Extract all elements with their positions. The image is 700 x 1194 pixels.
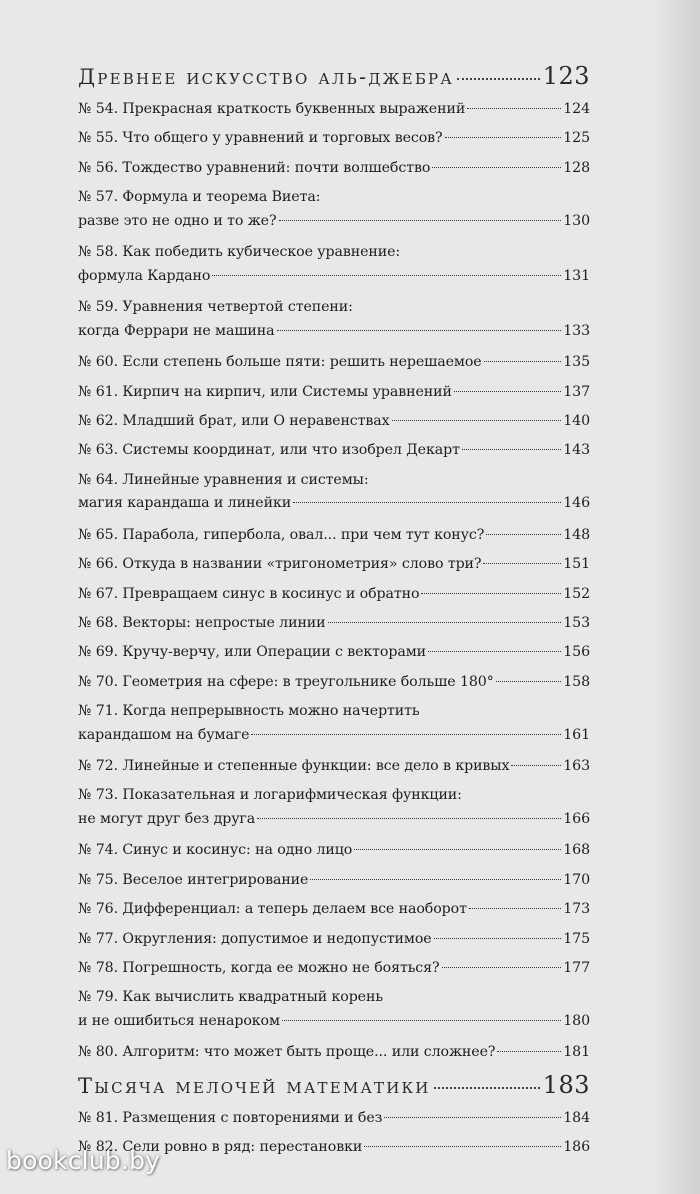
entry-title: № 82. Сели ровно в ряд: перестановки (78, 1139, 363, 1156)
entry-page-number: 156 (563, 644, 590, 661)
entry-page-number: 153 (563, 614, 590, 631)
dot-leader (457, 78, 540, 80)
entry-page-number: 186 (563, 1139, 590, 1156)
toc-entry (78, 583, 590, 612)
dot-leader (354, 849, 561, 850)
entry-page-number: 184 (563, 1109, 590, 1126)
toc-entry (78, 986, 590, 1041)
entry-title: когда Феррари не машина (78, 322, 275, 339)
dot-leader (434, 1087, 540, 1089)
toc-entry (78, 351, 590, 380)
toc-entry (78, 241, 590, 296)
dot-leader (496, 681, 562, 682)
entry-title: № 70. Геометрия на сфере: в треугольнике больше 180° (78, 673, 494, 690)
dot-leader (328, 622, 562, 623)
entry-title-line: № 73. Показательная и логарифмическая функции: (78, 787, 462, 804)
toc-entry (78, 296, 590, 351)
entry-page-number: 173 (563, 901, 590, 918)
watermark: bookclub.by (6, 1146, 161, 1175)
section-title: Тысяча мелочей математики (78, 1073, 431, 1098)
dot-leader (384, 1117, 561, 1118)
toc-entry (78, 1041, 590, 1070)
dot-leader (293, 502, 561, 503)
entry-title: № 76. Дифференциал: а теперь делаем все наоборот (78, 901, 467, 918)
toc-entry (78, 186, 590, 241)
toc-entry (78, 612, 590, 641)
dot-leader (483, 563, 561, 564)
entry-title: № 62. Младший брат, или О неравенствах (78, 412, 390, 429)
entry-page-number: 133 (563, 322, 590, 339)
dot-leader (212, 275, 561, 276)
dot-leader (469, 908, 561, 909)
toc-entry (78, 641, 590, 670)
entry-page-number: 161 (563, 726, 590, 743)
toc-entry (78, 671, 590, 700)
entry-page-number: 137 (563, 383, 590, 400)
toc-entry (78, 381, 590, 410)
entry-page-number: 131 (563, 267, 590, 284)
toc-entry (78, 98, 590, 127)
dot-leader (282, 1020, 561, 1021)
entry-page-number: 177 (563, 960, 590, 977)
section-heading (78, 1071, 590, 1107)
dot-leader (421, 593, 561, 594)
toc-entry (78, 410, 590, 439)
dot-leader (279, 220, 562, 221)
entry-page-number: 151 (563, 556, 590, 573)
dot-leader (467, 108, 561, 109)
entry-title: № 65. Парабола, гипербола, овал... при чем тут конус? (78, 526, 485, 543)
entry-page-number: 148 (563, 526, 590, 543)
toc-entry (78, 755, 590, 784)
entry-title: № 69. Кручу-верчу, или Операции с векторами (78, 644, 426, 661)
entry-page-number: 143 (563, 442, 590, 459)
toc-entry (78, 839, 590, 868)
entry-page-number: 166 (563, 811, 590, 828)
entry-page-number: 180 (563, 1013, 590, 1030)
entry-page-number: 125 (563, 130, 590, 147)
entry-title-line: № 58. Как победить кубическое уравнение: (78, 244, 401, 261)
entry-page-number: 175 (563, 930, 590, 947)
dot-leader (257, 818, 561, 819)
dot-leader (310, 879, 561, 880)
dot-leader (497, 1051, 561, 1052)
entry-page-number: 135 (563, 354, 590, 371)
entry-title: формула Кардано (78, 267, 211, 284)
dot-leader (277, 330, 562, 331)
section-heading (78, 62, 590, 98)
entry-title: и не ошибиться ненароком (78, 1013, 280, 1030)
dot-leader (484, 361, 562, 362)
dot-leader (392, 420, 562, 421)
section-title: Древнее искусство аль-джебра (78, 65, 454, 89)
dot-leader (251, 734, 561, 735)
dot-leader (445, 137, 562, 138)
entry-page-number: 170 (563, 871, 590, 888)
entry-page-number: 128 (563, 159, 590, 176)
entry-title: № 66. Откуда в названии «тригонометрия» слово три? (78, 556, 482, 573)
entry-title: не могут друг без друга (78, 811, 256, 828)
entry-title: разве это не одно и то же? (78, 212, 277, 229)
entry-page-number: 130 (563, 212, 590, 229)
dot-leader (434, 938, 562, 939)
entry-page-number: 158 (563, 673, 590, 690)
toc-entry (78, 553, 590, 582)
entry-title-line: № 57. Формула и теорема Виета: (78, 189, 321, 206)
entry-title: № 78. Погрешность, когда ее можно не бояться? (78, 960, 440, 977)
entry-title: карандашом на бумаге (78, 726, 250, 743)
entry-title: № 67. Превращаем синус в косинус и обратно (78, 585, 420, 602)
entry-title-line: № 79. Как вычислить квадратный корень (78, 989, 383, 1006)
entry-title: магия карандаша и линейки (78, 495, 292, 512)
toc-entry (78, 700, 590, 755)
toc-entry (78, 957, 590, 986)
dot-leader (364, 1146, 561, 1147)
entry-page-number: 163 (563, 758, 590, 775)
dot-leader (511, 765, 561, 766)
entry-title: № 81. Размещения с повторениями и без (78, 1109, 383, 1126)
entry-title: № 68. Векторы: непростые линии (78, 614, 326, 631)
entry-title: № 54. Прекрасная краткость буквенных выражений (78, 101, 466, 117)
dot-leader (454, 391, 561, 392)
toc-entry (78, 524, 590, 553)
dot-leader (442, 967, 562, 968)
entry-title: № 61. Кирпич на кирпич, или Системы уравнений (78, 383, 452, 400)
entry-title: № 56. Тождество уравнений: почти волшебство (78, 159, 431, 176)
entry-page-number: 168 (563, 842, 590, 859)
toc-entry (78, 439, 590, 468)
entry-title: № 63. Системы координат, или что изобрел Декарт (78, 442, 460, 459)
table-of-contents (78, 62, 590, 1166)
entry-title-line: № 59. Уравнения четвертой степени: (78, 299, 353, 316)
entry-title: № 72. Линейные и степенные функции: все дело в кривых (78, 758, 510, 775)
entry-title: № 60. Если степень больше пяти: решить нерешаемое (78, 354, 482, 371)
dot-leader (428, 651, 561, 652)
toc-entry (78, 127, 590, 156)
toc-entry (78, 869, 590, 898)
section-page-number: 123 (542, 62, 590, 90)
toc-entry (78, 784, 590, 839)
toc-entry (78, 928, 590, 957)
entry-title: № 75. Веселое интегрирование (78, 871, 309, 888)
entry-page-number: 152 (563, 585, 590, 602)
entry-page-number: 181 (563, 1044, 590, 1061)
section-page-number: 183 (542, 1070, 590, 1099)
entry-title-line: № 71. Когда непрерывность можно начертить (78, 703, 420, 720)
entry-page-number: 140 (563, 412, 590, 429)
toc-entry (78, 157, 590, 186)
entry-title: № 80. Алгоритм: что может быть проще... или сложнее? (78, 1044, 496, 1061)
entry-title: № 55. Что общего у уравнений и торговых весов? (78, 130, 443, 147)
entry-title-line: № 64. Линейные уравнения и системы: (78, 471, 369, 488)
toc-entry (78, 1107, 590, 1136)
toc-entry (78, 469, 590, 524)
toc-entry (78, 898, 590, 927)
entry-title: № 77. Округления: допустимое и недопустимое (78, 930, 432, 947)
entry-title: № 74. Синус и косинус: на одно лицо (78, 842, 353, 859)
entry-page-number: 124 (563, 101, 590, 117)
dot-leader (486, 534, 561, 535)
page-gutter-shadow (652, 0, 700, 1194)
entry-page-number: 146 (563, 495, 590, 512)
dot-leader (462, 449, 561, 450)
dot-leader (432, 167, 561, 168)
